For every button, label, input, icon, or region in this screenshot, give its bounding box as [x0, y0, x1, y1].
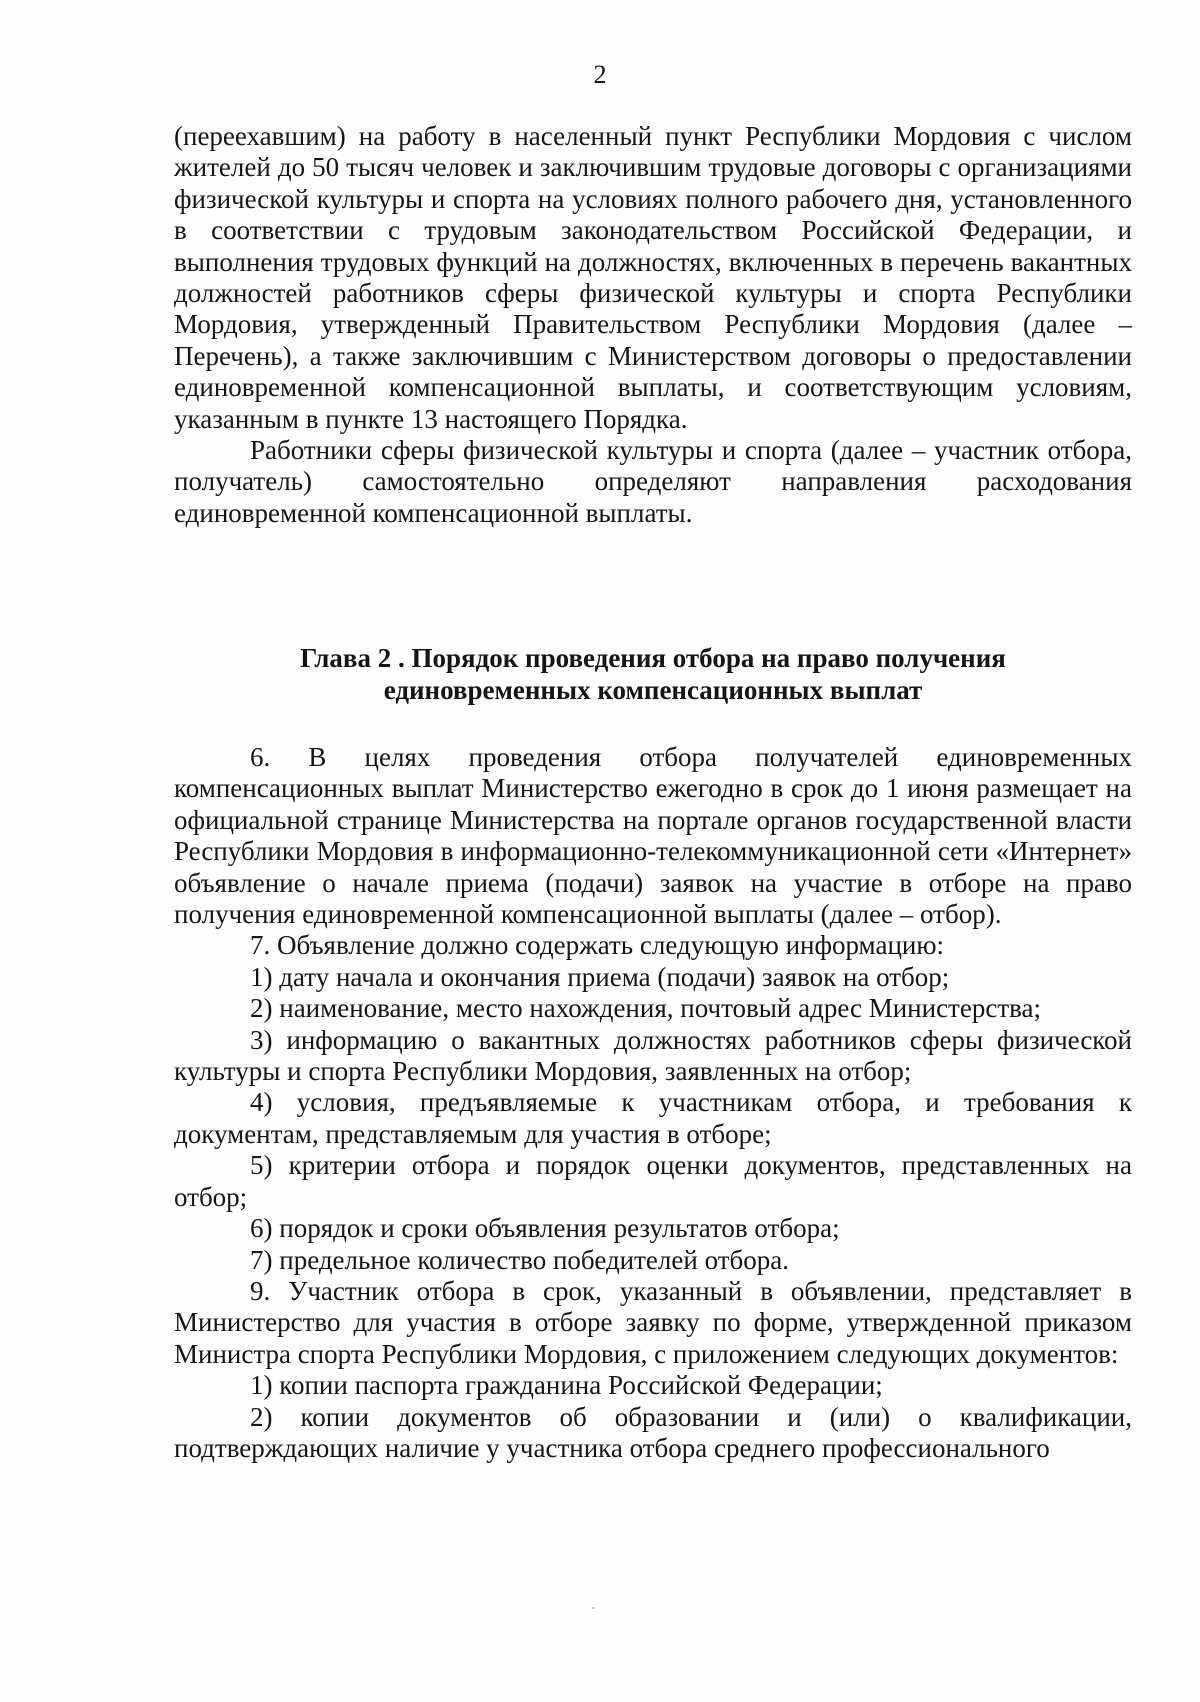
page-number: 2: [593, 60, 607, 89]
list-item-9-1: 1) копии паспорта гражданина Российской Федерации;: [250, 1370, 883, 1401]
chapter-section: [174, 742, 1132, 1464]
paragraph-item-7: 7. Объявление должно содержать следующую информацию:: [250, 930, 945, 961]
list-item-7-2: 2) наименование, место нахождения, почтовый адрес Министерства;: [250, 993, 1042, 1024]
chapter-heading-line-2: единовременных компенсационных выплат: [383, 675, 923, 705]
list-item-7-4: 4) условия, предъявляемые к участникам отбора, и требования к документам, представляемым для участия в отборе;: [174, 1087, 1132, 1149]
list-item-7-6: 6) порядок и сроки объявления результатов отбора;: [250, 1213, 840, 1244]
paragraph-item-9: 9. Участник отбора в срок, указанный в объявлении, представляет в Министерство для участия в отборе заявку по форме, утвержденной приказом Министра спорта Республики Мордовия, с приложением следующих документов:: [174, 1275, 1132, 1369]
paragraph-continuation: (переехавшим) на работу в населенный пункт Республики Мордовия с числом жителей до 50 тысяч человек и заключившим трудовые договоры с организациями физической культуры и спорта на условиях полного рабочего дня, установленного в соответствии с трудовым законодательством Российской Федерации, и выполнения трудовых функций на должностях, включенных в перечень вакантных должностей работников сферы физической культуры и спорта Республики Мордовия, утвержденный Правительством Республики Мордовия (далее – Перечень), а также заключившим с Министерством договоры о предоставлении единовременной компенсационной выплаты, и соответствующим условиям, указанным в пункте 13 настоящего Порядка.: [174, 121, 1132, 434]
scan-speck: [592, 1607, 595, 1609]
intro-section: [174, 121, 1132, 529]
list-item-9-2: 2) копии документов об образовании и (или) о квалификации, подтверждающих наличие у участника отбора среднего профессионального: [174, 1401, 1132, 1463]
chapter-heading: [174, 642, 1132, 706]
list-item-7-5: 5) критерии отбора и порядок оценки документов, представленных на отбор;: [174, 1150, 1132, 1212]
paragraph-item-6: 6. В целях проведения отбора получателей единовременных компенсационных выплат Министерство ежегодно в срок до 1 июня размещает на официальной странице Министерства на портале органов государственной власти Республики Мордовия в информационно-телекоммуникационной сети «Интернет» объявление о начале приема (подачи) заявок на участие в отборе на право получения единовременной компенсационной выплаты (далее – отбор).: [174, 742, 1132, 930]
list-item-7-3: 3) информацию о вакантных должностях работников сферы физической культуры и спорта Республики Мордовия, заявленных на отбор;: [174, 1024, 1132, 1087]
list-item-7-7: 7) предельное количество победителей отбора.: [250, 1244, 789, 1275]
list-item-7-1: 1) дату начала и окончания приема (подачи) заявок на отбор;: [250, 961, 950, 992]
chapter-heading-line-1: Глава 2 . Порядок проведения отбора на право получения: [300, 643, 1006, 673]
paragraph-participants: Работники сферы физической культуры и спорта (далее – участник отбора, получатель) самостоятельно определяют направления расходования единовременной компенсационной выплаты.: [174, 435, 1132, 528]
